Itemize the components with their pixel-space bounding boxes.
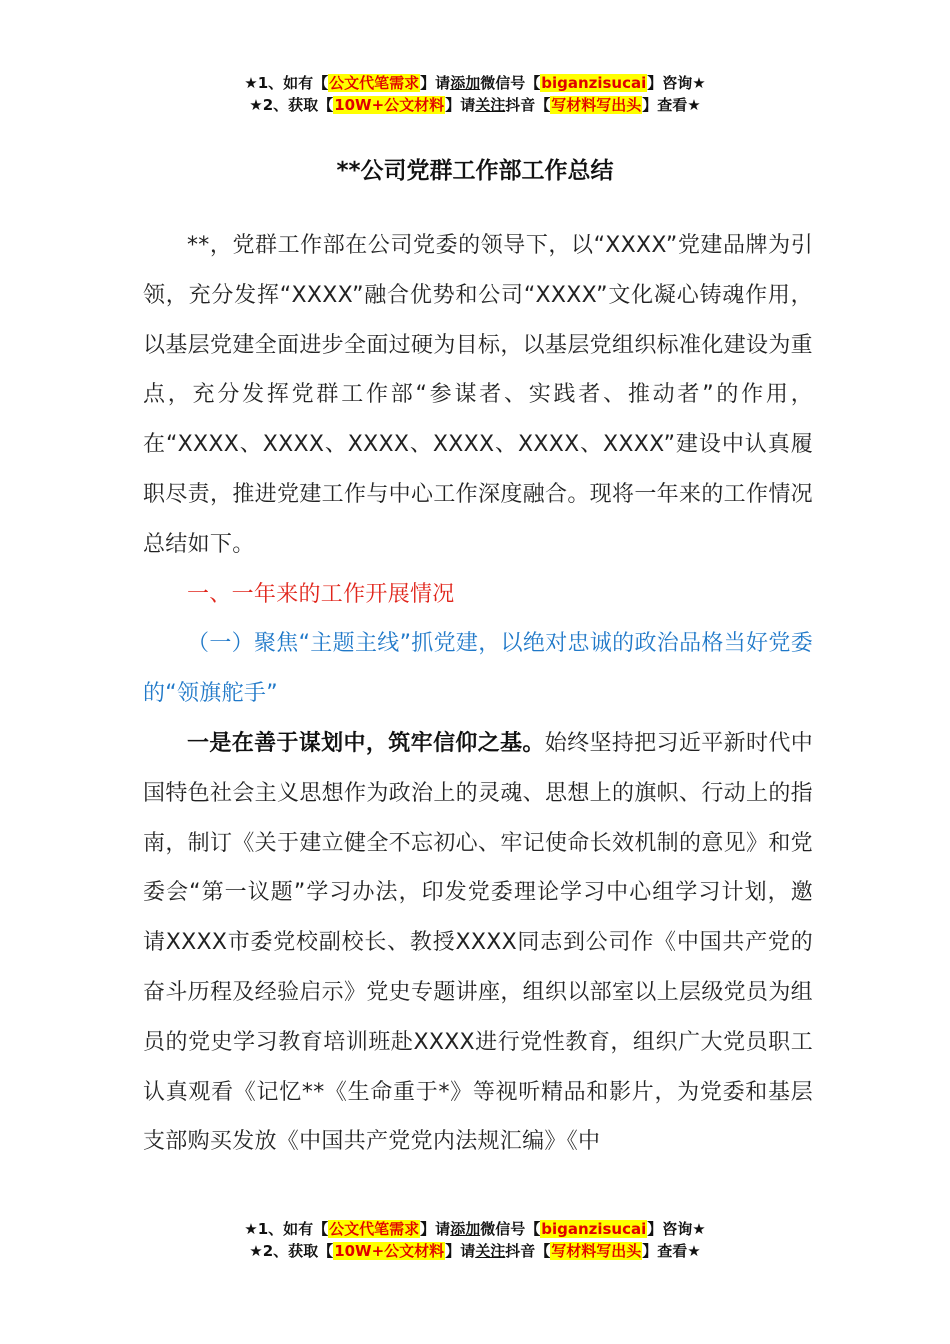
point-lead: 一是在善于谋划中，筑牢信仰之基。: [187, 730, 545, 756]
highlight-douyin-account: 写材料写出头: [551, 96, 642, 114]
promo-banner-top: [0, 72, 950, 116]
section-heading: 一、一年来的工作开展情况: [187, 581, 455, 607]
point-paragraph: [143, 719, 813, 1167]
highlight-materials: 10W+公文材料: [334, 1242, 445, 1260]
promo-line-1: ★1、如有【公文代笔需求】请添加微信号【biganzisucai】咨询★: [244, 74, 706, 92]
highlight-service: 公文代笔需求: [329, 1220, 420, 1238]
highlight-douyin-account: 写材料写出头: [551, 1242, 642, 1260]
highlight-materials: 10W+公文材料: [334, 96, 445, 114]
highlight-service: 公文代笔需求: [329, 74, 420, 92]
document-body: [143, 221, 813, 1167]
intro-paragraph: **，党群工作部在公司党委的领导下，以“XXXX”党建品牌为引领，充分发挥“XXXX”融合优势和公司“XXXX”文化凝心铸魂作用，以基层党建全面进步全面过硬为目标，以基层党组织标准化建设为重点，充分发挥党群工作部“参谋者、实践者、推动者”的作用，在“XXXX、XXXX、XXXX、XXXX、XXXX、XXXX”建设中认真履职尽责，推进党建工作与中心工作深度融合。现将一年来的工作情况总结如下。: [143, 233, 813, 557]
point-body: 始终坚持把习近平新时代中国特色社会主义思想作为政治上的灵魂、思想上的旗帜、行动上的指南，制订《关于建立健全不忘初心、牢记使命长效机制的意见》和党委会“第一议题”学习办法，印发党委理论学习中心组学习计划，邀请XXXX市委党校副校长、教授XXXX同志到公司作《中国共产党的奋斗历程及经验启示》党史专题讲座，组织以部室以上层级党员为组员的党史学习教育培训班赴XXXX进行党性教育，组织广大党员职工认真观看《记忆**《生命重于*》等视听精品和影片，为党委和基层支部购买发放《中国共产党党内法规汇编》《中: [143, 730, 813, 1155]
promo-banner-bottom: [0, 1218, 950, 1262]
promo-line-2: ★2、获取【10W+公文材料】请关注抖音【写材料写出头】查看★: [249, 1242, 701, 1260]
promo-line-1: ★1、如有【公文代笔需求】请添加微信号【biganzisucai】咨询★: [244, 1220, 706, 1238]
promo-line-2: ★2、获取【10W+公文材料】请关注抖音【写材料写出头】查看★: [249, 96, 701, 114]
document-title: **公司党群工作部工作总结: [336, 158, 614, 184]
highlight-wechat-id: biganzisucai: [541, 74, 647, 92]
subsection-heading: （一）聚焦“主题主线”抓党建，以绝对忠诚的政治品格当好党委的“领旗舵手”: [143, 631, 813, 707]
highlight-wechat-id: biganzisucai: [541, 1220, 647, 1238]
